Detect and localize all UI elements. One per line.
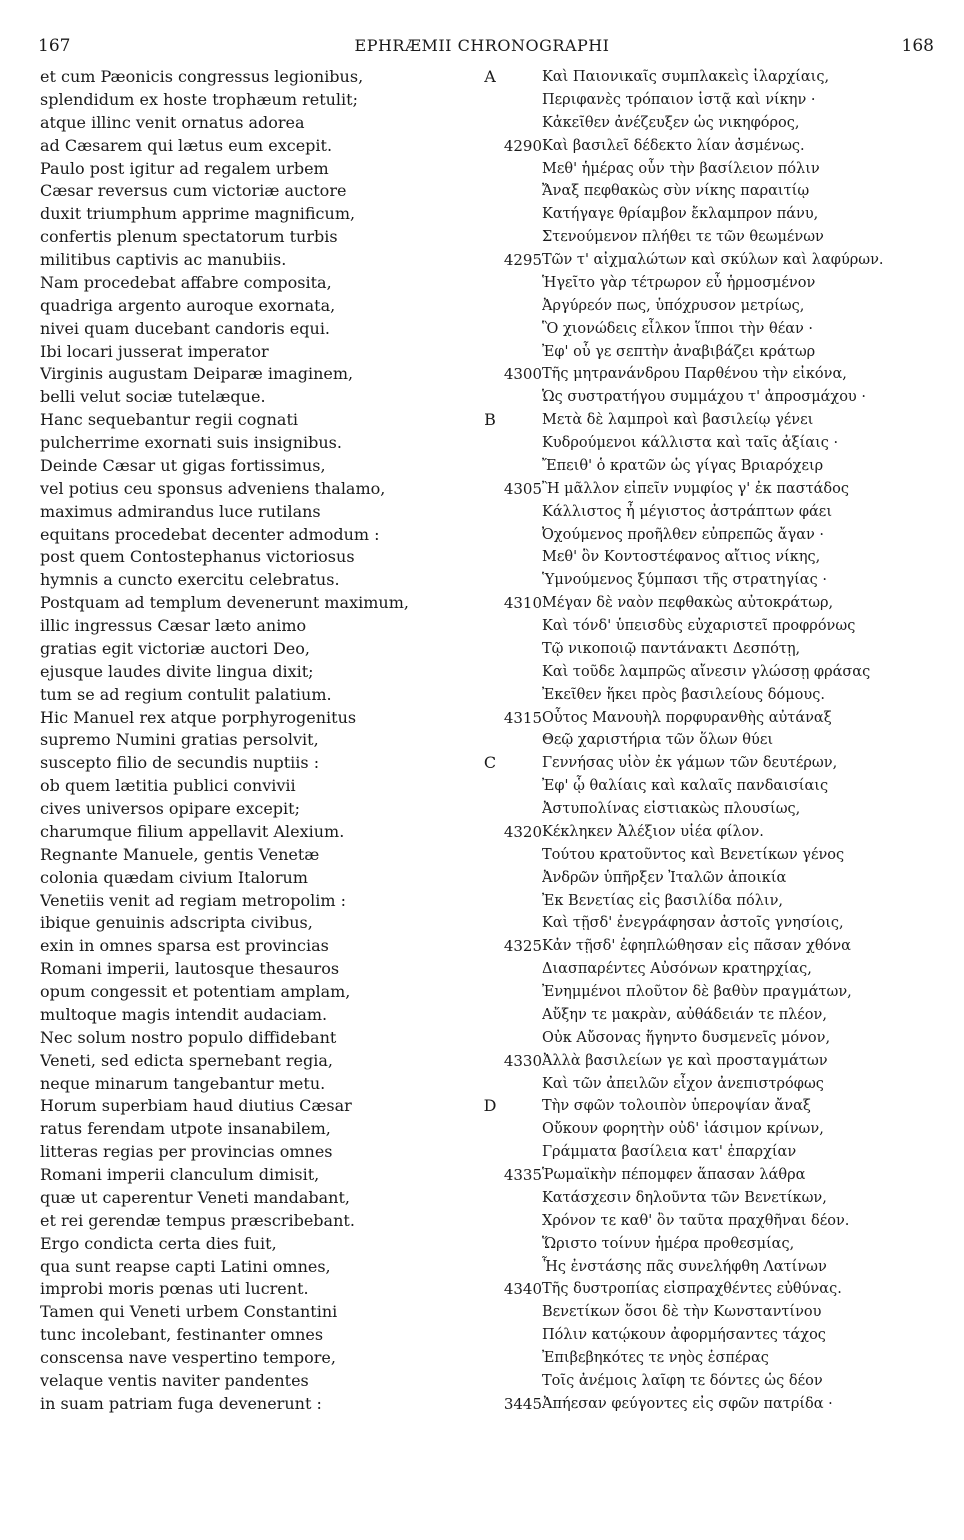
latin-verse-line: confertis plenum spectatorum turbis (40, 227, 338, 247)
verse-line-number (490, 341, 542, 364)
running-header (0, 36, 964, 62)
verse-line-number: 4325 (503, 937, 542, 956)
latin-verse-line: Hic Manuel rex atque porphyrogenitus (40, 707, 357, 727)
latin-verse-line: opum congessit et potentiam amplam, (40, 982, 351, 1001)
greek-verse-line: Διασπαρέντες Αὐσόνων κρατηρχίας, (542, 961, 812, 978)
greek-verse-line: Ῥωμαϊκὴν πέπομφεν ἅπασαν λάθρα (542, 1167, 806, 1183)
greek-verse-line: Ἀλλὰ βασιλείων γε καὶ προσταγμάτων (542, 1052, 828, 1069)
verse-line-number (490, 1095, 542, 1118)
greek-verse-line: Ἄναξ πεφθακὼς σὺν νίκης παραιτίῳ (542, 183, 810, 200)
latin-verse-line: neque minarum tangebantur metu. (40, 1073, 326, 1093)
greek-verse-line: Καὶ τῇσδ' ἐνεγράφησαν ἀστοῖς γνησίοις, (542, 915, 844, 932)
latin-verse-line: ejusque laudes divite lingua dixit; (40, 661, 314, 681)
greek-verse-line: Ἀστυπολίνας εἱστιακὼς πλουσίως, (542, 801, 801, 817)
verse-line-number (490, 1233, 542, 1256)
latin-verse-line: tum se ad regium contulit palatium. (40, 684, 332, 704)
greek-verse-line: Οὗτος Μανουὴλ πορφυρανθὴς αὐτάναξ (542, 709, 832, 726)
verse-line-number (490, 684, 542, 707)
greek-verse-line: Ἐκεῖθεν ἥκει πρὸς βασιλείους δόμους. (542, 686, 825, 703)
verse-line-number (490, 844, 542, 867)
latin-verse-line: suscepto filio de secundis nuptiis : (40, 753, 320, 773)
greek-verse-line: Κἀν τῇσδ' ἐφηπλώθησαν εἰς πᾶσαν χθόνα (542, 938, 851, 955)
greek-verse-line: Κέκληκεν Ἀλέξιον υἱέα φίλον. (542, 823, 764, 840)
latin-verse-line: Romani imperii, lautosque thesauros (40, 959, 340, 979)
latin-verse-line: in suam patriam fuga devenerunt : (40, 1393, 322, 1413)
latin-verse-line: ratus ferendam utpote insanabilem, (40, 1119, 331, 1139)
verse-line-number (490, 1004, 542, 1027)
verse-line-number: 4290 (503, 136, 542, 155)
verse-line-number (490, 661, 542, 684)
verse-line-number (490, 729, 542, 752)
verse-line-number (490, 295, 542, 318)
verse-line-number (490, 1118, 542, 1141)
greek-verse-line: Ὀχούμενος προῆλθεν εὐπρεπῶς ἄγαν · (542, 526, 825, 543)
section-letter: A (484, 67, 496, 86)
latin-verse-line: multoque magis intendit audaciam. (40, 1004, 328, 1024)
verse-line-number (490, 1187, 542, 1210)
greek-verse-line: Χρόνον τε καθ' ὃν ταῦτα πραχθῆναι δέον. (542, 1212, 850, 1229)
latin-verse-line: Ibi locari jusserat imperator (40, 341, 269, 361)
greek-verse-line: Καὶ τῶν ἀπειλῶν εἶχον ἀνεπιστρόφως (542, 1075, 824, 1092)
latin-verse-line: charumque filium appellavit Alexium. (40, 821, 345, 841)
latin-verse-line: belli velut sociæ tutelæque. (40, 387, 266, 407)
latin-verse-line: militibus captivis ac manubiis. (40, 250, 287, 269)
latin-verse-line: ibique genuinis adscripta civibus, (40, 913, 313, 933)
greek-verse-line: Ἐφ' ᾧ θαλίαις καὶ καλαῖς πανδαισίαις (542, 778, 829, 795)
greek-verse-line: Τῆς μητρανάνδρου Παρθένου τὴν εἰκόνα, (542, 366, 847, 383)
verse-line-number (490, 752, 542, 775)
running-title: EPHRÆMII CHRONOGRAPHI (354, 36, 610, 55)
verse-line-number: 3445 (503, 1394, 542, 1413)
latin-verse-line: colonia quædam civium Italorum (40, 867, 308, 887)
greek-verse-line: Ἀργύρεόν πως, ὑπόχρυσον μετρίως, (542, 297, 805, 314)
greek-verse-line: Ὥριστο τοίνυν ἡμέρα προθεσμίας, (542, 1235, 795, 1252)
verse-line-number (490, 1073, 542, 1096)
latin-verse-line: velaque ventis naviter pandentes (40, 1370, 309, 1390)
verse-line-number (490, 981, 542, 1004)
verse-line-number: 4335 (503, 1166, 542, 1184)
section-letter: B (484, 410, 496, 430)
greek-verse-line: Ἧς ἐνστάσης πᾶς συνελήφθη Λατίνων (542, 1258, 827, 1275)
greek-verse-line: Γεννήσας υἱὸν ἐκ γάμων τῶν δευτέρων, (542, 755, 838, 772)
latin-verse-line: atque illinc venit ornatus adorea (40, 112, 305, 132)
greek-verse-line: Ἡγεῖτο γὰρ τέτρωρον εὖ ἡρμοσμένον (542, 274, 816, 291)
latin-verse-line: quæ ut caperentur Veneti mandabant, (40, 1187, 350, 1207)
latin-verse-line: quadriga argento auroque exornata, (40, 295, 336, 315)
verse-line-number (490, 180, 542, 203)
greek-verse-line: Μεθ' ἡμέρας οὖν τὴν βασίλειον πόλιν (542, 160, 820, 177)
latin-verse-line: exin in omnes sparsa est provincias (40, 936, 329, 956)
verse-line-number (490, 546, 542, 569)
greek-verse-line: Ἐφ' οὗ γε σεπτὴν ἀναβιβάζει κράτωρ (542, 343, 816, 360)
greek-verse-line: Κυδρούμενοι κάλλιστα καὶ ταῖς ἀξίαις · (542, 435, 839, 451)
latin-verse-line: equitans procedebat decenter admodum : (40, 524, 380, 544)
latin-verse-line: Ergo condicta certa dies fuit, (40, 1233, 277, 1253)
verse-line-number (490, 1301, 542, 1324)
greek-verse-line: Οὔκουν φορητὴν οὐδ' ἰάσιμον κρίνων, (542, 1121, 824, 1138)
verse-line-number (490, 615, 542, 638)
verse-line-number (490, 569, 542, 592)
latin-verse-line: splendidum ex hoste trophæum retulit; (40, 89, 358, 109)
verse-line-number: 4330 (503, 1051, 542, 1070)
verse-line-number (490, 1027, 542, 1050)
verse-line-number (490, 638, 542, 661)
latin-verse-line: conscensa nave vespertino tempore, (40, 1348, 336, 1367)
greek-verse-line: Τούτου κρατοῦντος καὶ Βενετίκων γένος (542, 846, 845, 863)
greek-verse-line: Ὡς συστρατήγου συμμάχου τ' ἀπροσμάχου · (542, 389, 866, 406)
greek-verse-line: Γράμματα βασίλεια κατ' ἐπαρχίαν (542, 1144, 797, 1161)
greek-verse-line: Βενετίκων ὅσοι δὲ τὴν Κωνσταντίνου (542, 1304, 822, 1321)
greek-verse-line: Θεῷ χαριστήρια τῶν ὅλων θύει (542, 732, 774, 749)
latin-verse-line: illic ingressus Cæsar læto animo (40, 616, 307, 635)
verse-line-number (490, 318, 542, 341)
latin-verse-line: Virginis augustam Deiparæ imaginem, (40, 364, 354, 384)
latin-verse-line: Cæsar reversus cum victoriæ auctore (40, 181, 347, 201)
greek-verse-line: Καὶ τόνδ' ὑπεισδὺς εὐχαριστεῖ προφρόνως (542, 618, 856, 634)
latin-verse-line: et cum Pæonicis congressus legionibus, (40, 67, 364, 86)
latin-verse-line: vel potius ceu sponsus adveniens thalamo, (40, 478, 386, 498)
verse-line-number (490, 501, 542, 524)
latin-verse-line: nivei quam ducebant candoris equi. (40, 318, 331, 338)
section-letter: C (483, 753, 497, 773)
greek-verse-line: Μεθ' ὃν Κοντοστέφανος αἴτιος νίκης, (542, 549, 821, 566)
verse-line-number (490, 66, 542, 89)
greek-verse-line: Μέγαν δὲ ναὸν πεφθακὼς αὐτοκράτωρ, (542, 595, 834, 612)
verse-line-number (490, 272, 542, 295)
greek-verse-line: Κάλλιστος ἦ μέγιστος ἀστράπτων φάει (542, 503, 832, 520)
greek-verse-line: Κἀκεῖθεν ἀνέζευξεν ὡς νικηφόρος, (542, 114, 800, 131)
greek-verse-line: Ἀπήεσαν φεύγοντες εἰς σφῶν πατρίδα · (542, 1395, 833, 1412)
greek-verse-line: Τὴν σφῶν τολοιπὸν ὑπεροψίαν ἄναξ (542, 1098, 811, 1115)
latin-verse-line: et rei gerendæ tempus præscribebant. (40, 1210, 355, 1230)
greek-verse-line: Καὶ τοῦδε λαμπρῶς αἴνεσιν γλώσσῃ φράσας (542, 663, 871, 680)
latin-verse-line: ad Cæsarem qui lætus eum excepit. (40, 135, 333, 155)
verse-line-number (490, 524, 542, 547)
latin-verse-line: gratias egit victoriæ auctori Deo, (40, 638, 310, 658)
line-number-column (490, 66, 542, 1416)
verse-line-number (490, 912, 542, 935)
greek-verse-line: Οὐκ Αὔσονας ἥγηντο δυσμενεῖς μόνον, (542, 1029, 831, 1046)
greek-verse-line: Καὶ Παιονικαῖς συμπλακεὶς ἰλαρχίαις, (542, 69, 830, 85)
greek-verse-line: Ἀνδρῶν ὑπῆρξεν Ἰταλῶν ἀποικία (542, 869, 787, 886)
verse-line-number (490, 226, 542, 249)
latin-verse-line: Hanc sequebantur regii cognati (40, 410, 298, 430)
latin-verse-line: Deinde Cæsar ut gigas fortissimus, (40, 455, 326, 475)
greek-verse-line: Ἐκ Βενετίας εἰς βασιλίδα πόλιν, (542, 892, 784, 909)
verse-line-number (490, 867, 542, 890)
latin-verse-line: Paulo post igitur ad regalem urbem (40, 158, 329, 178)
latin-verse-line: Postquam ad templum devenerunt maximum, (40, 593, 409, 613)
greek-verse-line: Ἢ μᾶλλον εἰπεῖν νυμφίος γ' ἐκ παστάδος (542, 480, 849, 497)
latin-verse-line: maximus admirandus luce rutilans (40, 501, 321, 521)
latin-verse-line: ob quem lætitia publici convivii (40, 776, 296, 796)
section-letter: D (483, 1096, 497, 1116)
latin-verse-line: duxit triumphum apprime magnificum, (40, 204, 356, 224)
verse-line-number (490, 890, 542, 913)
latin-verse-line: Horum superbiam haud diutius Cæsar (40, 1096, 352, 1116)
greek-verse-line: Μετὰ δὲ λαμπροὶ καὶ βασιλείῳ γένει (542, 412, 814, 429)
verse-line-number (490, 158, 542, 181)
greek-verse-line: Αὔξην τε μακρὰν, αὐθάδειάν τε πλέον, (542, 1006, 827, 1023)
verse-line-number: 4310 (503, 594, 542, 613)
latin-verse-line: Venetiis venit ad regiam metropolim : (40, 890, 346, 910)
verse-line-number (490, 1141, 542, 1164)
verse-line-number: 4300 (503, 365, 542, 384)
greek-verse-line: Τῆς δυστροπίας εἰσπραχθέντες εὐθύνας. (542, 1281, 842, 1298)
greek-verse-line: Καὶ βασιλεῖ δέδεκτο λίαν ἀσμένως. (542, 137, 805, 154)
verse-line-number (490, 455, 542, 478)
verse-line-number: 4340 (503, 1280, 542, 1299)
verse-line-number (490, 409, 542, 432)
verse-line-number (490, 798, 542, 821)
greek-verse-line: Τῷ νικοποιῷ παντάνακτι Δεσπότῃ, (542, 640, 801, 657)
latin-verse-line: supremo Numini gratias persolvit, (40, 730, 319, 750)
latin-verse-line: Regnante Manuele, gentis Venetæ (40, 844, 320, 864)
latin-verse-line: litteras regias per provincias omnes (40, 1142, 333, 1162)
verse-line-number (490, 1324, 542, 1347)
page-number-left: 167 (38, 36, 71, 56)
greek-verse-line: Πόλιν κατῴκουν ἀφορμήσαντες τάχος (542, 1327, 826, 1344)
verse-line-number (490, 1370, 542, 1393)
latin-verse-line: improbi moris pœnas uti lucrent. (40, 1279, 309, 1299)
greek-verse-line: Περιφανὲς τρόπαιον ἱστᾷ καὶ νίκην · (542, 91, 816, 108)
verse-line-number (490, 1256, 542, 1279)
greek-verse-line: Ἐνημμένοι πλοῦτον δὲ βαθὺν πραγμάτων, (542, 984, 852, 1000)
verse-line-number: 4295 (503, 251, 542, 269)
latin-verse-line: cives universos opipare excepit; (40, 799, 300, 818)
latin-verse-line: hymnis a cuncto exercitu celebratus. (40, 570, 340, 590)
verse-line-number (490, 958, 542, 981)
verse-line-number (490, 89, 542, 112)
latin-verse-line: Tamen qui Veneti urbem Constantini (40, 1302, 338, 1322)
latin-verse-line: Veneti, sed edicta spernebant regia, (40, 1050, 333, 1070)
latin-verse-line: Romani imperii clanculum dimisit, (40, 1165, 320, 1184)
greek-verse-line: Τῶν τ' αἰχμαλώτων καὶ σκύλων καὶ λαφύρων. (542, 252, 884, 268)
greek-verse-line: Κατάσχεσιν δηλοῦντα τῶν Βενετίκων, (542, 1189, 827, 1206)
verse-line-number: 4320 (503, 822, 542, 841)
greek-verse-line: Ὃ χιονώδεις εἷλκον ἵπποι τὴν θέαν · (542, 320, 814, 337)
verse-line-number (490, 112, 542, 135)
verse-line-number (490, 1210, 542, 1233)
page-number-right: 168 (901, 36, 934, 56)
latin-verse-line: post quem Contostephanus victoriosus (40, 547, 355, 567)
greek-verse-line: Ἔπειθ' ὁ κρατῶν ὡς γίγας Βριαρόχειρ (542, 457, 824, 474)
verse-line-number: 4315 (503, 708, 542, 727)
verse-line-number (490, 203, 542, 226)
greek-verse-line: Στενούμενον πλήθει τε τῶν θεωμένων (542, 229, 824, 246)
greek-column (542, 66, 952, 1416)
latin-verse-line: Nam procedebat affabre composita, (40, 272, 332, 292)
latin-verse-line: Nec solum nostro populo diffidebant (40, 1027, 337, 1047)
greek-verse-line: Κατήγαγε θρίαμβον ἔκλαμπρον πάνυ, (542, 206, 819, 223)
verse-line-number (490, 386, 542, 409)
greek-verse-line: Τοῖς ἀνέμοις λαῖφη τε δόντες ὡς δέον (542, 1372, 823, 1389)
verse-line-number (490, 1347, 542, 1370)
latin-verse-line: qua sunt reapse capti Latini omnes, (40, 1256, 331, 1276)
verse-line-number: 4305 (503, 479, 542, 498)
greek-verse-line: Ὑμνούμενος ξύμπασι τῆς στρατηγίας · (542, 572, 827, 589)
latin-verse-line: tunc incolebant, festinanter omnes (40, 1325, 324, 1345)
greek-verse-line: Ἐπιβεβηκότες τε νηὸς ἑσπέρας (542, 1350, 769, 1366)
latin-verse-line: pulcherrime exornati suis insignibus. (40, 433, 342, 452)
verse-line-number (490, 775, 542, 798)
verse-line-number (490, 432, 542, 455)
latin-column (40, 66, 480, 1416)
